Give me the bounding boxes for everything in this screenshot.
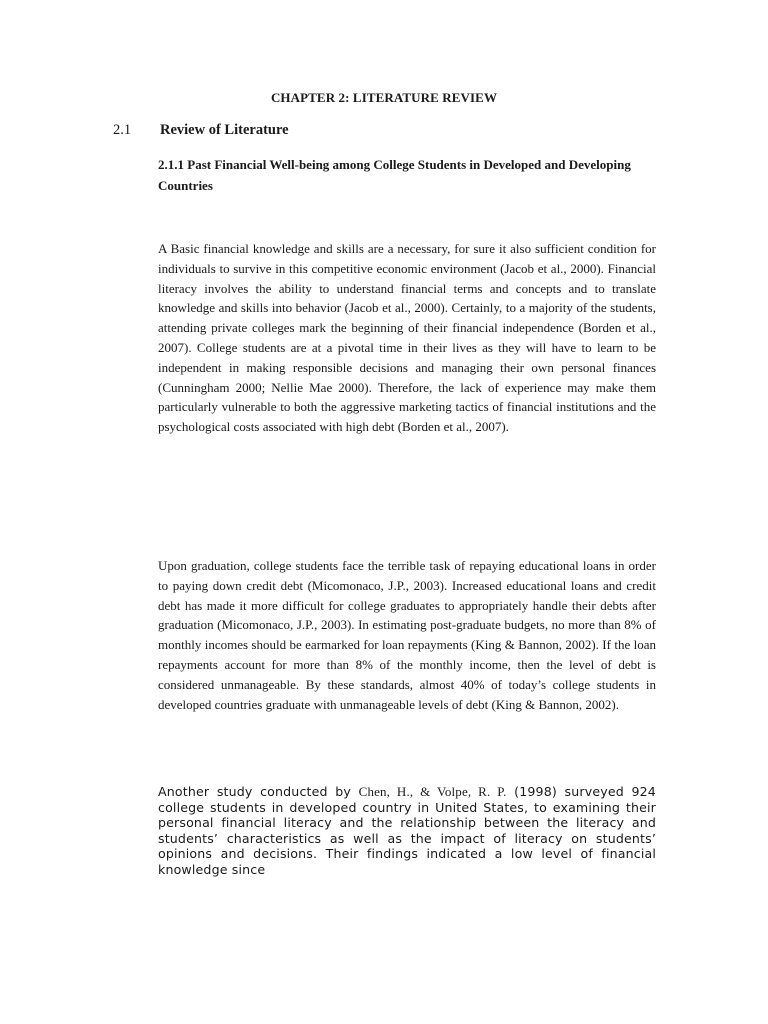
paragraph-2: Upon graduation, college students face the terrible task of repaying educational loans in order to paying down credit debt (Micomonaco, J.P., 2003). Increased educational loans and credit debt has made it more difficult for college graduates to appropriately handle their debts after graduation (Micomonaco, J.P., 2003). In estimating post-graduate budgets, no more than 8% of monthly incomes should be earmarked for loan repayments (King & Bannon, 2002). If the loan repayments account for more than 8% of the monthly income, then the level of debt is considered unmanageable. By these standards, almost 40% of today’s college students in developed countries graduate with unmanageable levels of debt (King & Bannon, 2002). [158,558,656,712]
paragraph-1: A Basic financial knowledge and skills are a necessary, for sure it also sufficient condition for individuals to survive in this competitive economic environment (Jacob et al., 2000). Financial literacy involves the ability to understand financial terms and concepts and to translate knowledge and skills into behavior (Jacob et al., 2000). Certainly, to a majority of the students, attending private colleges mark the beginning of their financial independence (Borden et al., 2007). College students are at a pivotal time in their lives as they will have to learn to be independent in making responsible decisions and managing their own personal finances (Cunningham 2000; Nellie Mae 2000). Therefore, the lack of experience may make them particularly vulnerable to both the aggressive marketing tactics of financial institutions and the psychological costs associated with high debt (Borden et al., 2007). [158,241,656,435]
subsection-heading: 2.1.1 Past Financial Well-being among College Students in Developed and Developing Countries [158,157,631,193]
chapter-title: CHAPTER 2: LITERATURE REVIEW [270,90,498,105]
section-heading [113,122,289,139]
paragraph-3-lead: Another study conducted by [158,784,359,799]
section-title: Review of Literature [160,122,289,138]
paragraph-3 [158,784,656,878]
paragraph-3-rest: (1998) surveyed 924 college students in developed country in United States, to examining their personal financial literacy and the relationship between the literacy and students’ characteristics as well as the impact of literacy on students’ opinions and decisions. Their findings indicated a low level of financial knowledge since [158,784,656,877]
paragraph-3-citation: Chen, H., & Volpe, R. P. [358,784,507,799]
section-number: 2.1 [113,122,132,138]
